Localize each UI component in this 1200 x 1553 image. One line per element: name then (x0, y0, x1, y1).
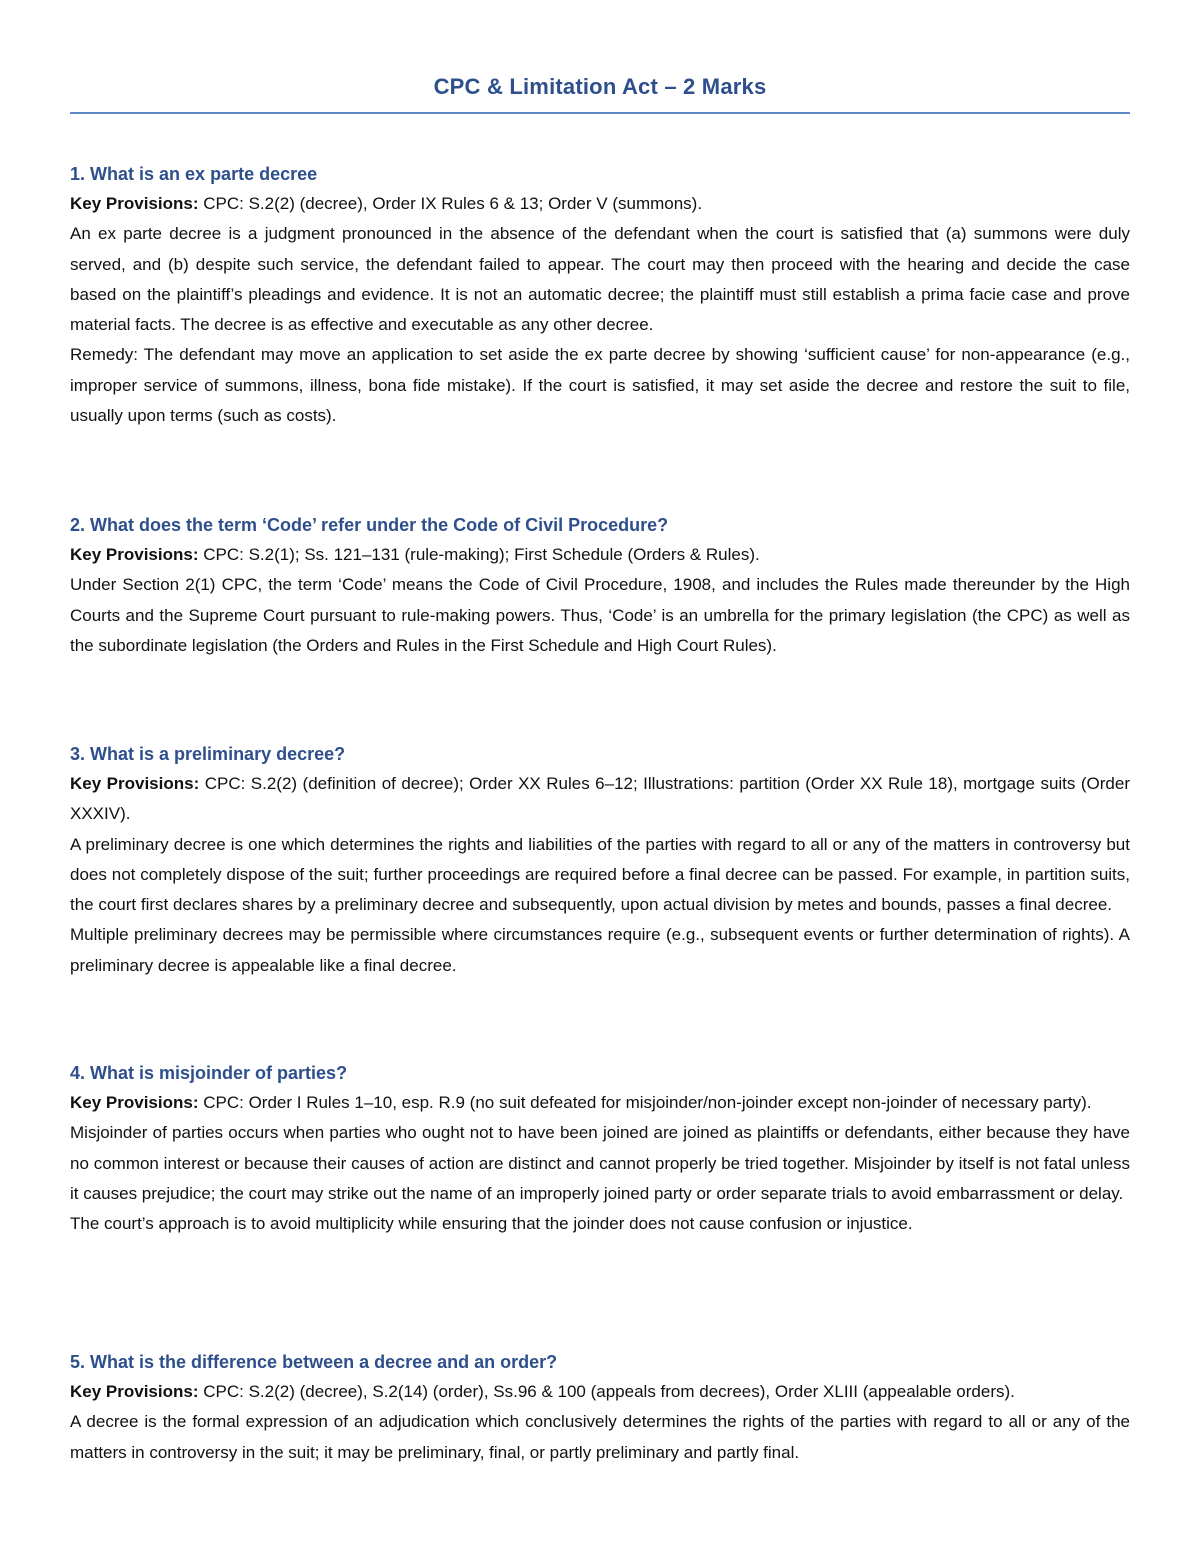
key-provisions (70, 769, 1130, 830)
question-number: 5. (70, 1352, 86, 1372)
answer-paragraph: A decree is the formal expression of an adjudication which conclusively determines the rights of the parties with regard to all or any of the matters in controversy in the suit; it may be preliminary, final, or partly preliminary and partly final. (70, 1412, 1130, 1462)
question-title: What is a preliminary decree? (90, 744, 346, 764)
key-provisions (70, 540, 1130, 570)
question-number: 3. (70, 744, 86, 764)
question-title: What is an ex parte decree (90, 164, 318, 184)
answer-paragraph: Remedy: The defendant may move an application to set aside the ex parte decree by showing ‘sufficient cause’ for non-appearance (e.g., improper service of summons, illness, bona fide mistake). If the court is satisfied, it may set aside the decree and restore the suit to file, usually upon terms (such as costs). (70, 345, 1130, 426)
answer-paragraph: An ex parte decree is a judgment pronounced in the absence of the defendant when the court is satisfied that (a) summons were duly served, and (b) despite such service, the defendant failed to appear. The court may then proceed with the hearing and decide the case based on the plaintiff’s pleadings and evidence. It is not an automatic decree; the plaintiff must still establish a prima facie case and prove material facts. The decree is as effective and executable as any other decree. (70, 224, 1130, 335)
question-heading (70, 159, 1130, 189)
key-provisions-label: Key Provisions: (70, 1382, 199, 1401)
question-heading (70, 510, 1130, 540)
question-number: 4. (70, 1063, 86, 1083)
title-divider (70, 112, 1130, 114)
key-provisions-text: CPC: S.2(2) (definition of decree); Order XX Rules 6–12; Illustrations: partition (Order XX Rule 18), mortgage suits (Order XXXIV). (70, 774, 1130, 824)
key-provisions (70, 189, 1130, 219)
key-provisions (70, 1088, 1130, 1118)
question-title: What is the difference between a decree and an order? (90, 1352, 558, 1372)
key-provisions-label: Key Provisions: (70, 1093, 199, 1112)
question-3 (70, 739, 1130, 981)
question-1 (70, 159, 1130, 431)
question-heading (70, 1058, 1130, 1088)
answer-paragraph: A preliminary decree is one which determines the rights and liabilities of the parties with regard to all or any of the matters in controversy but does not completely dispose of the suit; further proceedings are required before a final decree can be passed. For example, in partition suits, the court first declares shares by a preliminary decree and subsequently, upon actual division by metes and bounds, passes a final decree. (70, 834, 1130, 915)
key-provisions-label: Key Provisions: (70, 194, 199, 213)
answer-paragraph: The court’s approach is to avoid multiplicity while ensuring that the joinder does not cause confusion or injustice. (70, 1214, 913, 1234)
question-number: 2. (70, 515, 86, 535)
key-provisions-label: Key Provisions: (70, 545, 199, 564)
key-provisions-text: CPC: Order I Rules 1–10, esp. R.9 (no suit defeated for misjoinder/non-joinder except non-joinder of necessary party). (203, 1093, 1092, 1112)
key-provisions-label: Key Provisions: (70, 774, 200, 793)
key-provisions-text: CPC: S.2(1); Ss. 121–131 (rule-making); First Schedule (Orders & Rules). (203, 545, 760, 564)
answer-paragraph: Under Section 2(1) CPC, the term ‘Code’ means the Code of Civil Procedure, 1908, and includes the Rules made thereunder by the High Courts and the Supreme Court pursuant to rule-making powers. Thus, ‘Code’ is an umbrella for the primary legislation (the CPC) as well as the subordinate legislation (the Orders and Rules in the First Schedule and High Court Rules). (70, 575, 1130, 655)
key-provisions (70, 1377, 1130, 1407)
key-provisions-text: CPC: S.2(2) (decree), S.2(14) (order), Ss.96 & 100 (appeals from decrees), Order XLIII (appealable orders). (203, 1382, 1015, 1401)
key-provisions-text: CPC: S.2(2) (decree), Order IX Rules 6 & 13; Order V (summons). (203, 194, 703, 213)
question-title: What does the term ‘Code’ refer under the Code of Civil Procedure? (90, 515, 669, 535)
question-title: What is misjoinder of parties? (90, 1063, 348, 1083)
document-title: CPC & Limitation Act – 2 Marks (433, 74, 767, 99)
question-number: 1. (70, 164, 86, 184)
answer-paragraph: Multiple preliminary decrees may be permissible where circumstances require (e.g., subsequent events or further determination of rights). A preliminary decree is appealable like a final decree. (70, 925, 1130, 975)
question-4 (70, 1058, 1130, 1239)
answer-paragraph: Misjoinder of parties occurs when parties who ought not to have been joined are joined as plaintiffs or defendants, either because they have no common interest or because their causes of action are distinct and cannot properly be tried together. Misjoinder by itself is not fatal unless it causes prejudice; the court may strike out the name of an improperly joined party or order separate trials to avoid embarrassment or delay. (70, 1123, 1130, 1203)
question-5 (70, 1347, 1130, 1468)
question-heading (70, 1347, 1130, 1377)
question-2 (70, 510, 1130, 661)
question-heading (70, 739, 1130, 769)
